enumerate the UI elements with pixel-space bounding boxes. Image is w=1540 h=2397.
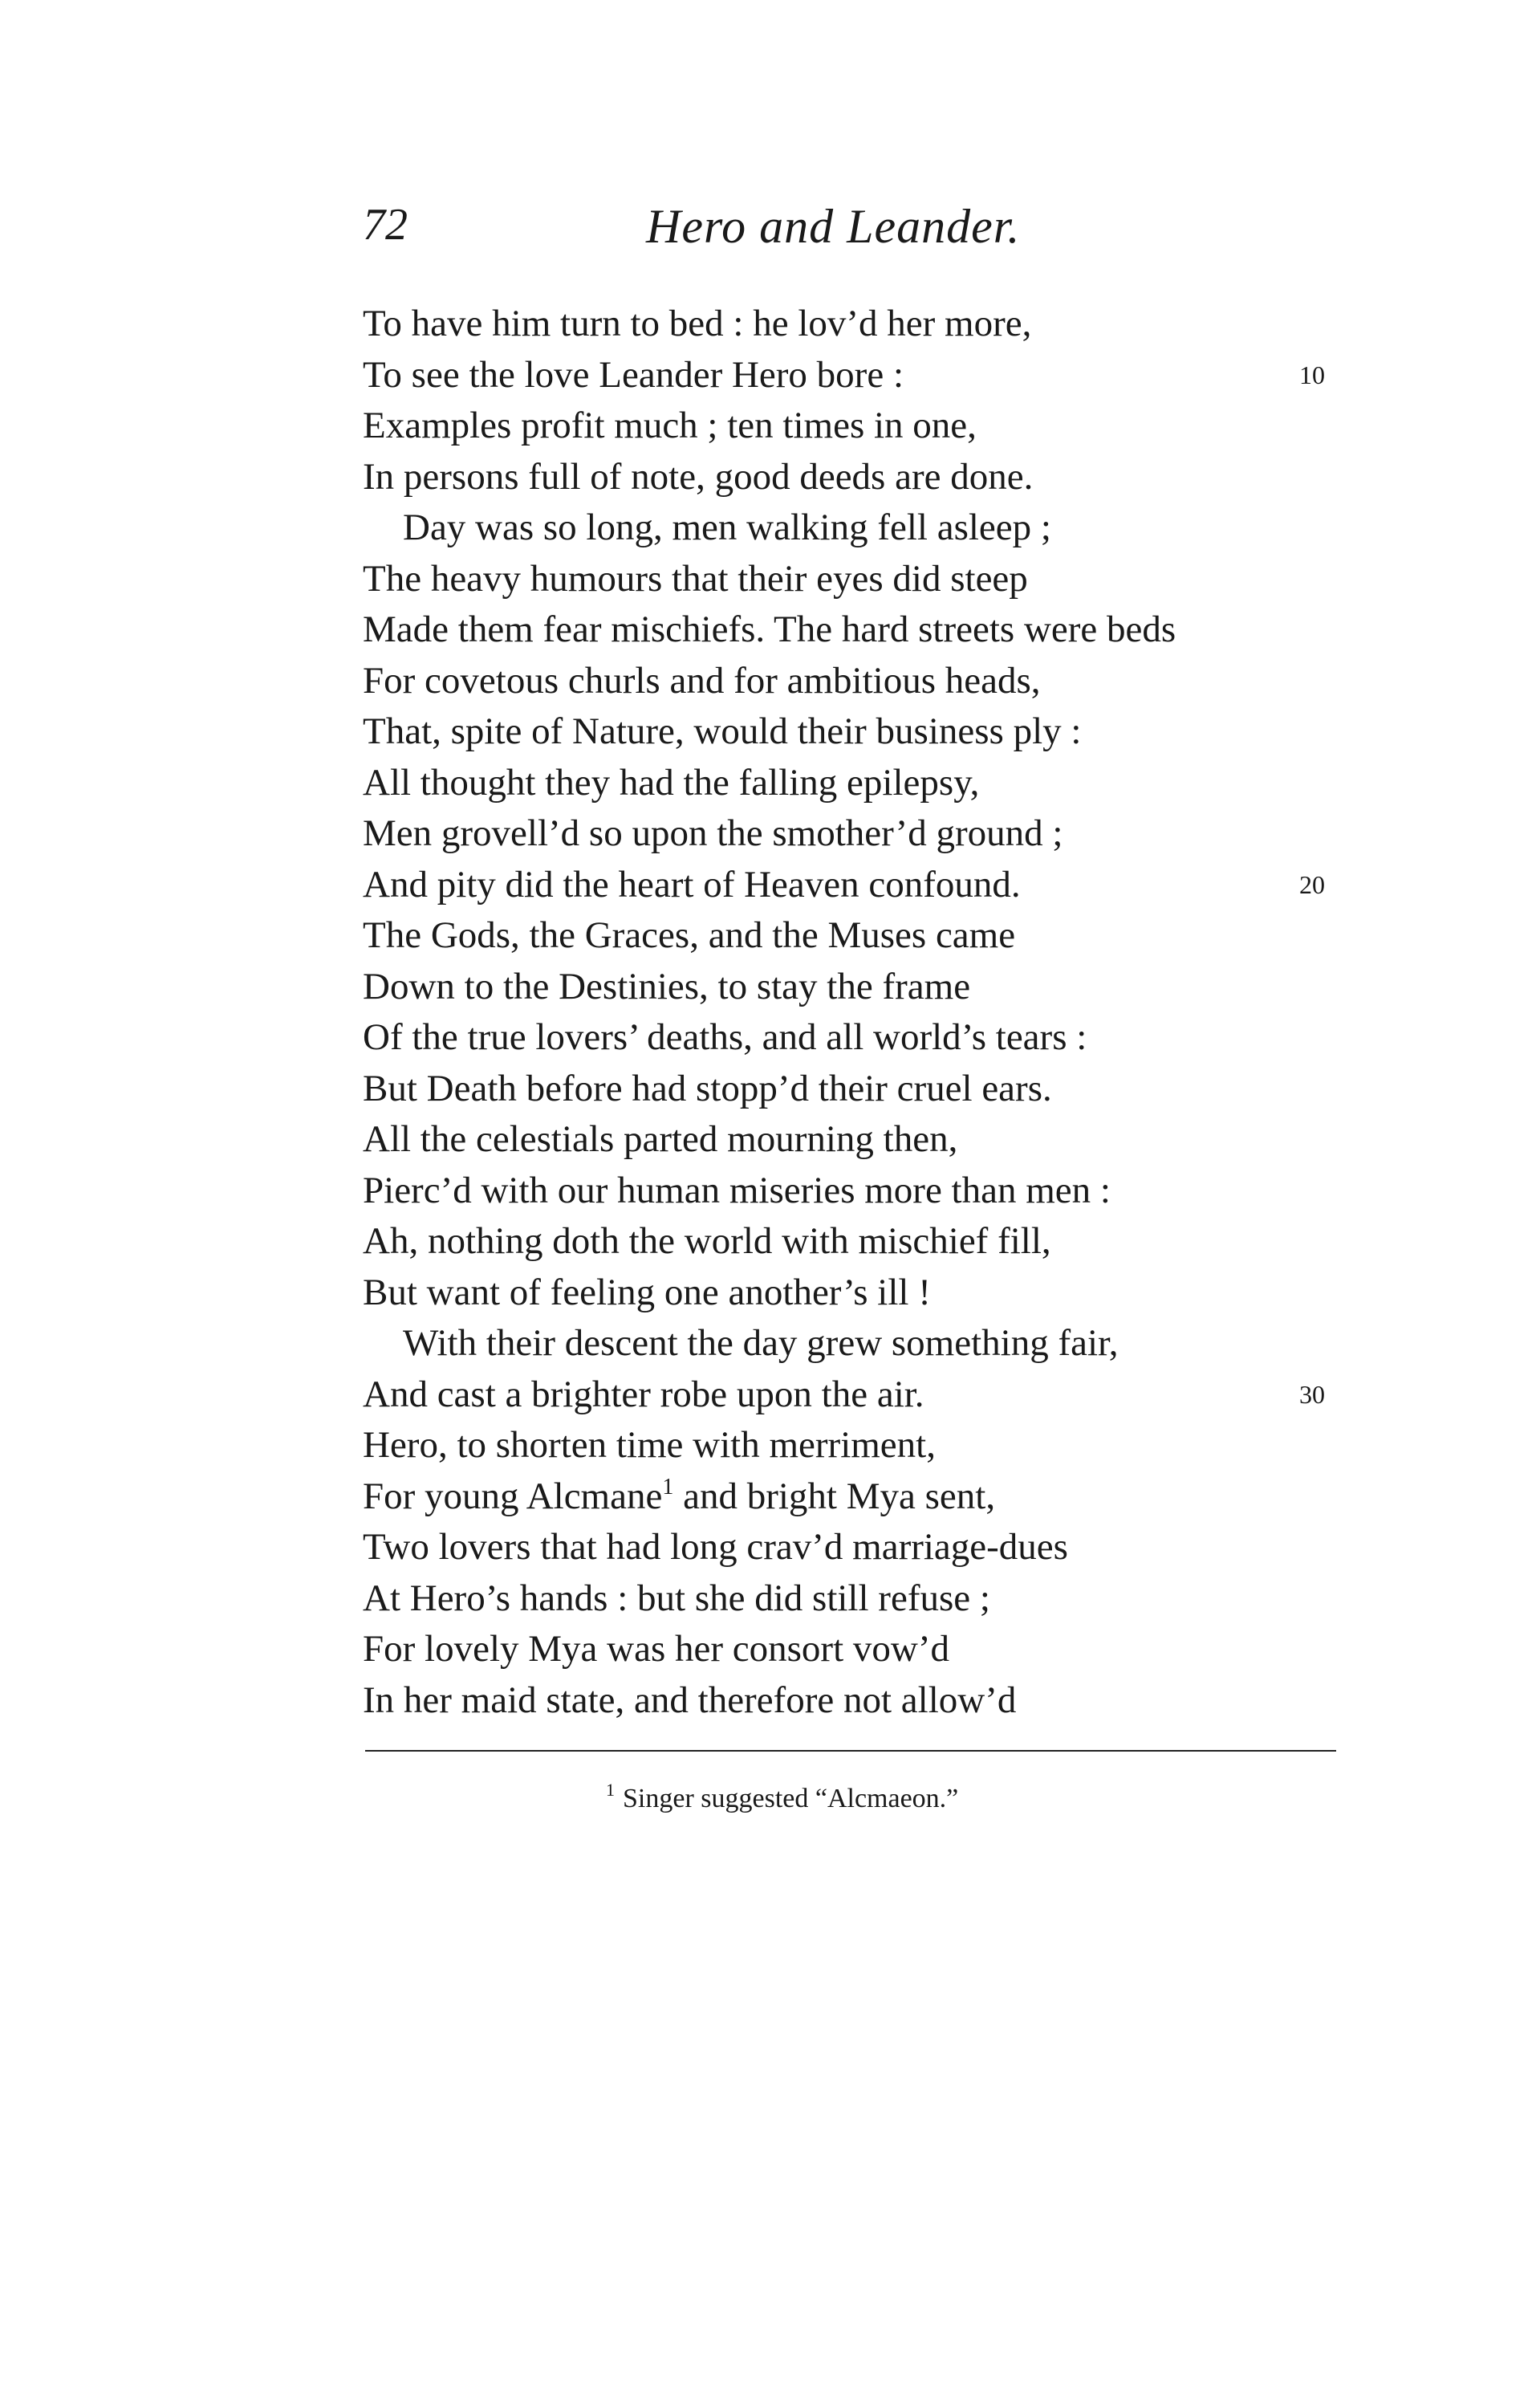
- footnote-reference: 1: [662, 1474, 674, 1500]
- poem-line-text: Men grovell’d so upon the smother’d ground ;: [363, 812, 1063, 854]
- poem-line-text: With their descent the day grew something fair,: [403, 1322, 1119, 1364]
- poem-line: [363, 1318, 1366, 1369]
- poem-line: [363, 1624, 1366, 1675]
- poem-line: [363, 1268, 1366, 1319]
- poem-line: [363, 604, 1366, 656]
- poem-line-text: To have him turn to bed : he lov’d her more,: [363, 303, 1032, 344]
- poem-line: [363, 299, 1366, 350]
- poem-line-text: Pierc’d with our human miseries more than men :: [363, 1169, 1111, 1211]
- poem-line: [363, 910, 1366, 962]
- poem-line-text: Day was so long, men walking fell asleep ;: [403, 507, 1051, 548]
- poem-line: [363, 656, 1366, 707]
- poem-line-text: For young Alcmane: [363, 1475, 663, 1517]
- line-number: 10: [1299, 360, 1325, 389]
- poem-line-text: And cast a brighter robe upon the air.: [363, 1373, 924, 1415]
- poem-line: [363, 1573, 1366, 1625]
- poem-line-text: In persons full of note, good deeds are done.: [363, 455, 1034, 498]
- poem-line: [363, 706, 1366, 758]
- poem-line-text: Down to the Destinies, to stay the frame: [363, 965, 971, 1007]
- poem-line: [363, 401, 1366, 452]
- poem-line: [363, 1166, 1366, 1217]
- poem-line-text: But Death before had stopp’d their cruel ears.: [363, 1067, 1052, 1109]
- poem-line-text: In her maid state, and therefore not allow’d: [363, 1679, 1017, 1721]
- poem-line-text: The heavy humours that their eyes did steep: [363, 557, 1028, 600]
- poem-line: [363, 860, 1366, 911]
- poem-line-text: At Hero’s hands : but she did still refuse ;: [363, 1577, 990, 1619]
- poem-line-text: Hero, to shorten time with merriment,: [363, 1424, 936, 1466]
- poem-line: [363, 962, 1366, 1013]
- poem-line: [363, 503, 1366, 554]
- poem-line-text: Two lovers that had long crav’d marriage-dues: [363, 1526, 1068, 1568]
- poem-line: [363, 1012, 1366, 1064]
- poem-line: [363, 758, 1366, 809]
- poem-line: [363, 452, 1366, 503]
- line-number: 30: [1299, 1379, 1325, 1409]
- running-head: [361, 199, 1332, 263]
- poem-line-text: All thought they had the falling epilepsy,: [363, 761, 980, 804]
- line-number: 20: [1299, 869, 1325, 899]
- poem-line-text: Ah, nothing doth the world with mischief fill,: [363, 1220, 1051, 1262]
- poem-line: [363, 350, 1366, 401]
- poem-text: [363, 299, 1366, 1726]
- poem-line: [363, 1064, 1366, 1115]
- poem-line-text: For covetous churls and for ambitious heads,: [363, 659, 1041, 702]
- running-title: Hero and Leander.: [646, 200, 1021, 253]
- poem-line: [363, 1675, 1366, 1727]
- poem-line: [363, 1369, 1366, 1421]
- poem-line: [363, 1216, 1366, 1268]
- poem-line-text: That, spite of Nature, would their business ply :: [363, 710, 1082, 752]
- footnote-divider: [365, 1750, 1336, 1752]
- poem-line-text: But want of feeling one another’s ill !: [363, 1271, 931, 1313]
- poem-line-text: For lovely Mya was her consort vow’d: [363, 1628, 949, 1670]
- poem-line-text: Examples profit much ; ten times in one,: [363, 405, 977, 446]
- footnote-marker: 1: [606, 1780, 615, 1800]
- poem-line: [363, 1420, 1366, 1471]
- poem-line: [363, 1114, 1366, 1166]
- poem-line: [363, 1522, 1366, 1573]
- footnote: [606, 1780, 959, 1814]
- poem-line-text: All the celestials parted mourning then,: [363, 1118, 958, 1160]
- poem-line: [363, 554, 1366, 605]
- poem-line-text: And pity did the heart of Heaven confound.: [363, 863, 1021, 905]
- poem-line-text: Made them fear mischiefs. The hard streets were beds: [363, 608, 1176, 650]
- poem-line-text: Of the true lovers’ deaths, and all world’s tears :: [363, 1016, 1087, 1058]
- poem-line: [363, 1471, 1366, 1523]
- footnote-text: Singer suggested “Alcmaeon.”: [623, 1784, 959, 1813]
- poem-line-text: The Gods, the Graces, and the Muses came: [363, 914, 1016, 956]
- poem-line-text-continued: and bright Mya sent,: [673, 1475, 996, 1517]
- poem-line-text: To see the love Leander Hero bore :: [363, 353, 904, 396]
- poem-line: [363, 808, 1366, 860]
- page-number: 72: [363, 200, 408, 250]
